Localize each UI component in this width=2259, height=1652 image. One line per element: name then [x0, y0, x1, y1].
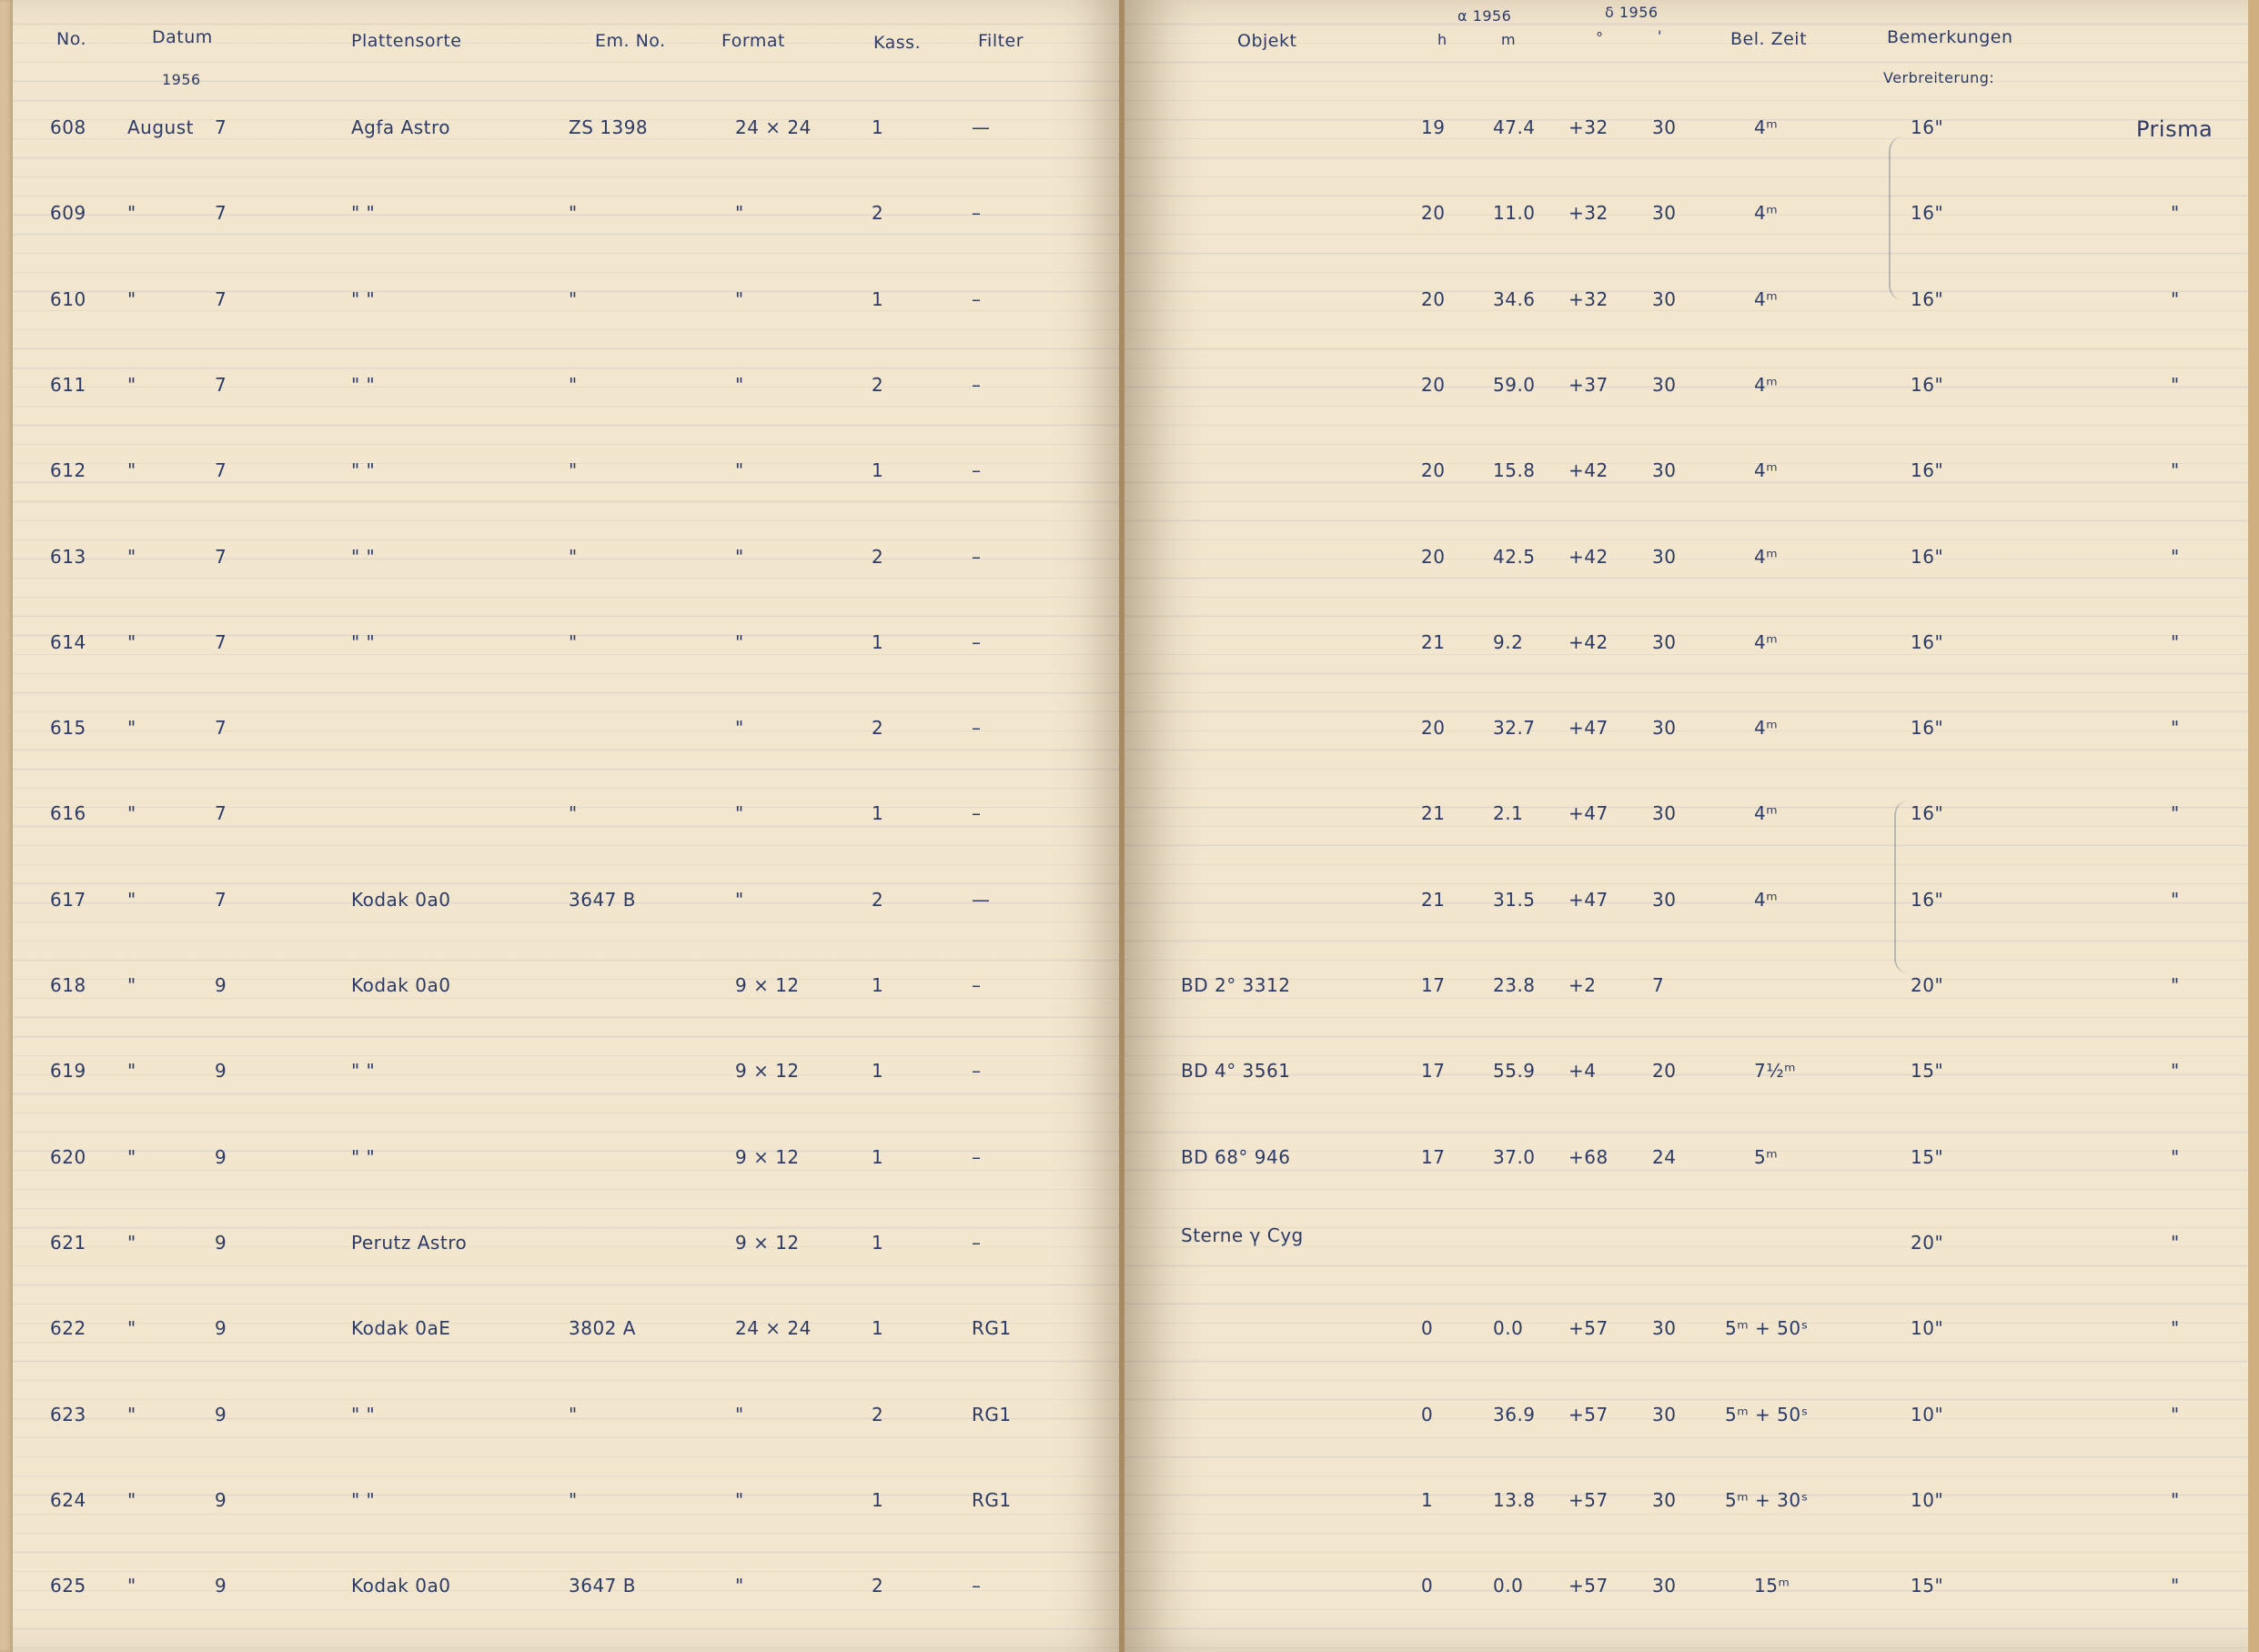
row-cassette: 2 [872, 1403, 884, 1425]
right-page [1124, 0, 2259, 1652]
header-datum: Datum [152, 27, 213, 47]
row-remark: " [2171, 717, 2180, 740]
row-remark: " [2171, 1488, 2180, 1511]
row-ra-minutes: 11.0 [1493, 202, 1536, 225]
row-ra-minutes: 0.0 [1493, 1317, 1524, 1340]
row-number: 613 [50, 545, 86, 568]
row-remark: " [2171, 1231, 2180, 1254]
row-emulsion-no: " [569, 287, 578, 310]
row-ra-hours: 17 [1421, 1060, 1446, 1083]
row-plate-type: " " [351, 1488, 376, 1511]
row-format: " [735, 459, 744, 482]
header-verbreiterung: Verbreiterung: [1883, 69, 1995, 86]
row-ra-minutes: 15.8 [1493, 459, 1536, 482]
row-filter: – [972, 545, 982, 568]
row-dec-minutes: 20 [1652, 1060, 1677, 1083]
row-remark: " [2171, 1575, 2180, 1597]
row-plate-type: " " [351, 545, 376, 568]
row-filter: — [972, 116, 991, 138]
row-ra-hours: 0 [1421, 1575, 1434, 1597]
row-ra-minutes: 2.1 [1493, 802, 1524, 825]
row-day: 9 [215, 1145, 227, 1168]
row-number: 610 [50, 287, 86, 310]
row-ra-minutes: 32.7 [1493, 717, 1536, 740]
row-remark: " [2171, 888, 2180, 911]
row-exposure-time: 4ᵐ [1754, 202, 1779, 225]
row-widening: 16" [1911, 802, 1944, 825]
row-day: 9 [215, 1231, 227, 1254]
header-h: h [1437, 31, 1447, 48]
faint-brace-mark [1894, 801, 1909, 973]
row-widening: 16" [1911, 202, 1944, 225]
row-number: 609 [50, 202, 86, 225]
row-filter: – [972, 287, 982, 310]
row-exposure-time: 4ᵐ [1754, 116, 1779, 138]
row-month: " [127, 974, 136, 996]
row-day: 9 [215, 974, 227, 996]
header-format: Format [721, 31, 785, 51]
header-bemerkungen: Bemerkungen [1887, 27, 2013, 47]
row-widening: 15" [1911, 1060, 1944, 1083]
row-emulsion-no: " [569, 1488, 578, 1511]
row-month: " [127, 630, 136, 653]
row-exposure-time: 5ᵐ + 50ˢ [1725, 1317, 1809, 1340]
row-exposure-time: 7½ᵐ [1754, 1060, 1797, 1083]
row-dec-degrees: +47 [1568, 802, 1609, 825]
row-dec-degrees: +4 [1568, 1060, 1597, 1083]
row-filter: – [972, 1575, 982, 1597]
row-format: 9 × 12 [735, 1145, 800, 1168]
row-format: " [735, 717, 744, 740]
row-day: 7 [215, 802, 227, 825]
row-dec-degrees: +47 [1568, 888, 1609, 911]
row-plate-type: Perutz Astro [351, 1231, 468, 1254]
row-month: " [127, 545, 136, 568]
row-plate-type: Kodak 0a0 [351, 974, 451, 996]
row-ra-hours: 17 [1421, 1145, 1446, 1168]
header-kass: Kass. [873, 33, 922, 53]
row-dec-degrees: +57 [1568, 1317, 1609, 1340]
row-ra-hours: 19 [1421, 116, 1446, 138]
row-number: 625 [50, 1575, 86, 1597]
row-object: BD 4° 3561 [1181, 1060, 1291, 1083]
row-plate-type: " " [351, 1145, 376, 1168]
row-cassette: 1 [872, 974, 884, 996]
header-deg: ° [1596, 29, 1604, 46]
row-number: 615 [50, 717, 86, 740]
row-dec-minutes: 24 [1652, 1145, 1677, 1168]
row-ra-minutes: 59.0 [1493, 373, 1536, 396]
row-emulsion-no: ZS 1398 [569, 116, 649, 138]
row-month: " [127, 287, 136, 310]
row-cassette: 2 [872, 373, 884, 396]
row-format: " [735, 545, 744, 568]
row-format: " [735, 888, 744, 911]
row-dec-minutes: 30 [1652, 1403, 1677, 1425]
row-remark: " [2171, 1060, 2180, 1083]
row-ra-hours: 1 [1421, 1488, 1434, 1511]
row-dec-minutes: 30 [1652, 459, 1677, 482]
row-day: 9 [215, 1403, 227, 1425]
row-dec-degrees: +32 [1568, 202, 1609, 225]
row-cassette: 2 [872, 545, 884, 568]
row-number: 623 [50, 1403, 86, 1425]
row-dec-minutes: 30 [1652, 630, 1677, 653]
row-dec-minutes: 30 [1652, 1575, 1677, 1597]
header-plattensorte: Plattensorte [351, 31, 462, 51]
row-dec-minutes: 30 [1652, 888, 1677, 911]
row-month: August [127, 116, 194, 138]
row-month: " [127, 717, 136, 740]
row-cassette: 1 [872, 459, 884, 482]
row-format: " [735, 1488, 744, 1511]
row-filter: – [972, 802, 982, 825]
row-remark: " [2171, 802, 2180, 825]
row-dec-degrees: +37 [1568, 373, 1609, 396]
right-page-edge [2248, 0, 2259, 1652]
row-remark: " [2171, 459, 2180, 482]
row-exposure-time: 4ᵐ [1754, 717, 1779, 740]
row-emulsion-no: 3647 B [569, 888, 636, 911]
row-remark: " [2171, 974, 2180, 996]
row-month: " [127, 888, 136, 911]
row-ra-hours: 20 [1421, 287, 1446, 310]
row-dec-minutes: 30 [1652, 373, 1677, 396]
row-emulsion-no: " [569, 459, 578, 482]
row-ra-minutes: 42.5 [1493, 545, 1536, 568]
row-cassette: 1 [872, 1317, 884, 1340]
row-cassette: 2 [872, 1575, 884, 1597]
row-cassette: 1 [872, 1488, 884, 1511]
row-filter: RG1 [972, 1488, 1012, 1511]
row-widening: 15" [1911, 1575, 1944, 1597]
row-day: 7 [215, 888, 227, 911]
row-dec-degrees: +2 [1568, 974, 1597, 996]
row-cassette: 1 [872, 1145, 884, 1168]
row-filter: – [972, 717, 982, 740]
row-filter: – [972, 373, 982, 396]
row-exposure-time: 5ᵐ + 30ˢ [1725, 1488, 1809, 1511]
row-ra-hours: 0 [1421, 1403, 1434, 1425]
row-plate-type: " " [351, 459, 376, 482]
row-day: 7 [215, 116, 227, 138]
row-dec-degrees: +42 [1568, 630, 1609, 653]
row-month: " [127, 1488, 136, 1511]
row-ra-minutes: 37.0 [1493, 1145, 1536, 1168]
row-format: 24 × 24 [735, 116, 812, 138]
row-plate-type: Kodak 0aE [351, 1317, 451, 1340]
row-number: 619 [50, 1060, 86, 1083]
row-day: 7 [215, 459, 227, 482]
header-filter: Filter [978, 31, 1024, 51]
row-cassette: 1 [872, 287, 884, 310]
row-filter: RG1 [972, 1403, 1012, 1425]
row-month: " [127, 373, 136, 396]
row-object: Sterne γ Cyg [1181, 1224, 1304, 1246]
row-format: 9 × 12 [735, 1060, 800, 1083]
header-alpha: α 1956 [1457, 7, 1512, 25]
header-delta: δ 1956 [1605, 4, 1659, 21]
row-remark: " [2171, 1145, 2180, 1168]
row-format: " [735, 802, 744, 825]
row-widening: 16" [1911, 717, 1944, 740]
header-datum-year: 1956 [162, 71, 201, 88]
row-month: " [127, 1060, 136, 1083]
row-number: 616 [50, 802, 86, 825]
row-cassette: 1 [872, 1060, 884, 1083]
row-exposure-time: 4ᵐ [1754, 802, 1779, 825]
row-widening: 16" [1911, 287, 1944, 310]
row-filter: – [972, 202, 982, 225]
row-dec-minutes: 30 [1652, 802, 1677, 825]
row-ra-minutes: 47.4 [1493, 116, 1536, 138]
row-plate-type: " " [351, 630, 376, 653]
row-cassette: 2 [872, 888, 884, 911]
row-cassette: 1 [872, 802, 884, 825]
row-emulsion-no: " [569, 630, 578, 653]
row-day: 7 [215, 545, 227, 568]
row-dec-minutes: 30 [1652, 1317, 1677, 1340]
row-filter: – [972, 1231, 982, 1254]
row-ra-minutes: 55.9 [1493, 1060, 1536, 1083]
row-month: " [127, 802, 136, 825]
row-filter: – [972, 1060, 982, 1083]
row-filter: – [972, 1145, 982, 1168]
left-page [0, 0, 1124, 1652]
row-widening: 10" [1911, 1317, 1944, 1340]
row-number: 620 [50, 1145, 86, 1168]
row-dec-degrees: +32 [1568, 116, 1609, 138]
row-ra-hours: 21 [1421, 630, 1446, 653]
row-remark: " [2171, 287, 2180, 310]
row-month: " [127, 1145, 136, 1168]
row-remark: Prisma [2136, 116, 2214, 142]
header-objekt: Objekt [1237, 31, 1297, 51]
row-cassette: 1 [872, 630, 884, 653]
row-object: BD 2° 3312 [1181, 974, 1291, 996]
row-widening: 16" [1911, 630, 1944, 653]
row-widening: 16" [1911, 459, 1944, 482]
row-remark: " [2171, 1317, 2180, 1340]
row-filter: – [972, 630, 982, 653]
row-ra-hours: 21 [1421, 802, 1446, 825]
row-widening: 16" [1911, 373, 1944, 396]
row-exposure-time: 4ᵐ [1754, 287, 1779, 310]
row-dec-degrees: +42 [1568, 545, 1609, 568]
row-emulsion-no: " [569, 373, 578, 396]
row-plate-type: Agfa Astro [351, 116, 450, 138]
row-ra-hours: 20 [1421, 717, 1446, 740]
row-object: BD 68° 946 [1181, 1145, 1291, 1168]
row-format: 9 × 12 [735, 1231, 800, 1254]
row-exposure-time: 4ᵐ [1754, 888, 1779, 911]
row-ra-hours: 21 [1421, 888, 1446, 911]
row-exposure-time: 4ᵐ [1754, 373, 1779, 396]
row-month: " [127, 1575, 136, 1597]
row-day: 7 [215, 202, 227, 225]
row-emulsion-no: " [569, 1403, 578, 1425]
row-month: " [127, 1317, 136, 1340]
row-ra-hours: 20 [1421, 459, 1446, 482]
row-number: 621 [50, 1231, 86, 1254]
row-cassette: 2 [872, 717, 884, 740]
row-emulsion-no: 3802 A [569, 1317, 636, 1340]
row-widening: 16" [1911, 545, 1944, 568]
row-dec-degrees: +57 [1568, 1575, 1609, 1597]
row-month: " [127, 1403, 136, 1425]
row-emulsion-no: " [569, 545, 578, 568]
row-cassette: 1 [872, 116, 884, 138]
row-widening: 10" [1911, 1403, 1944, 1425]
row-widening: 16" [1911, 116, 1944, 138]
row-number: 617 [50, 888, 86, 911]
row-number: 618 [50, 974, 86, 996]
row-plate-type: Kodak 0a0 [351, 888, 451, 911]
row-cassette: 2 [872, 202, 884, 225]
row-ra-minutes: 13.8 [1493, 1488, 1536, 1511]
row-plate-type: " " [351, 202, 376, 225]
row-ra-minutes: 23.8 [1493, 974, 1536, 996]
row-filter: — [972, 888, 991, 911]
row-ra-minutes: 36.9 [1493, 1403, 1536, 1425]
row-widening: 20" [1911, 1231, 1944, 1254]
row-dec-minutes: 30 [1652, 1488, 1677, 1511]
row-exposure-time: 4ᵐ [1754, 459, 1779, 482]
row-day: 9 [215, 1317, 227, 1340]
row-exposure-time: 4ᵐ [1754, 630, 1779, 653]
row-dec-degrees: +57 [1568, 1488, 1609, 1511]
row-widening: 20" [1911, 974, 1944, 996]
row-remark: " [2171, 202, 2180, 225]
header-min: ' [1658, 27, 1662, 45]
row-day: 9 [215, 1060, 227, 1083]
row-filter: – [972, 974, 982, 996]
row-format: " [735, 373, 744, 396]
row-ra-hours: 20 [1421, 545, 1446, 568]
row-month: " [127, 1231, 136, 1254]
row-emulsion-no: " [569, 202, 578, 225]
row-month: " [127, 202, 136, 225]
row-number: 608 [50, 116, 86, 138]
row-widening: 10" [1911, 1488, 1944, 1511]
row-plate-type: " " [351, 373, 376, 396]
row-ra-hours: 0 [1421, 1317, 1434, 1340]
row-plate-type: Kodak 0a0 [351, 1575, 451, 1597]
row-emulsion-no: " [569, 802, 578, 825]
header-no: No. [56, 29, 87, 49]
row-dec-degrees: +57 [1568, 1403, 1609, 1425]
row-day: 9 [215, 1488, 227, 1511]
row-dec-minutes: 30 [1652, 116, 1677, 138]
row-ra-minutes: 9.2 [1493, 630, 1524, 653]
row-number: 614 [50, 630, 86, 653]
row-day: 9 [215, 1575, 227, 1597]
left-page-edge [0, 0, 13, 1652]
row-dec-degrees: +32 [1568, 287, 1609, 310]
row-dec-minutes: 30 [1652, 717, 1677, 740]
faint-brace-mark [1889, 136, 1903, 300]
row-filter: – [972, 459, 982, 482]
row-dec-degrees: +42 [1568, 459, 1609, 482]
row-number: 612 [50, 459, 86, 482]
row-format: " [735, 1403, 744, 1425]
row-number: 611 [50, 373, 86, 396]
row-ra-minutes: 34.6 [1493, 287, 1536, 310]
row-ra-minutes: 31.5 [1493, 888, 1536, 911]
row-exposure-time: 5ᵐ + 50ˢ [1725, 1403, 1809, 1425]
row-format: " [735, 202, 744, 225]
row-format: " [735, 287, 744, 310]
row-number: 624 [50, 1488, 86, 1511]
row-format: 24 × 24 [735, 1317, 812, 1340]
row-dec-degrees: +68 [1568, 1145, 1609, 1168]
row-day: 7 [215, 373, 227, 396]
row-widening: 16" [1911, 888, 1944, 911]
row-emulsion-no: 3647 B [569, 1575, 636, 1597]
row-exposure-time: 15ᵐ [1754, 1575, 1790, 1597]
row-remark: " [2171, 373, 2180, 396]
row-dec-minutes: 30 [1652, 202, 1677, 225]
row-format: " [735, 630, 744, 653]
row-month: " [127, 459, 136, 482]
row-format: " [735, 1575, 744, 1597]
row-plate-type: " " [351, 1403, 376, 1425]
row-filter: RG1 [972, 1317, 1012, 1340]
row-day: 7 [215, 630, 227, 653]
row-remark: " [2171, 1403, 2180, 1425]
header-m: m [1501, 31, 1517, 48]
row-day: 7 [215, 717, 227, 740]
row-ra-hours: 17 [1421, 974, 1446, 996]
header-bel-zeit: Bel. Zeit [1730, 29, 1808, 49]
row-cassette: 1 [872, 1231, 884, 1254]
header-em-no: Em. No. [595, 31, 666, 51]
row-number: 622 [50, 1317, 86, 1340]
row-format: 9 × 12 [735, 974, 800, 996]
row-ra-hours: 20 [1421, 202, 1446, 225]
row-remark: " [2171, 630, 2180, 653]
row-ra-hours: 20 [1421, 373, 1446, 396]
row-widening: 15" [1911, 1145, 1944, 1168]
row-remark: " [2171, 545, 2180, 568]
row-dec-minutes: 30 [1652, 545, 1677, 568]
row-plate-type: " " [351, 1060, 376, 1083]
row-exposure-time: 5ᵐ [1754, 1145, 1779, 1168]
row-day: 7 [215, 287, 227, 310]
row-dec-degrees: +47 [1568, 717, 1609, 740]
row-plate-type: " " [351, 287, 376, 310]
row-dec-minutes: 30 [1652, 287, 1677, 310]
row-dec-minutes: 7 [1652, 974, 1665, 996]
row-ra-minutes: 0.0 [1493, 1575, 1524, 1597]
row-exposure-time: 4ᵐ [1754, 545, 1779, 568]
